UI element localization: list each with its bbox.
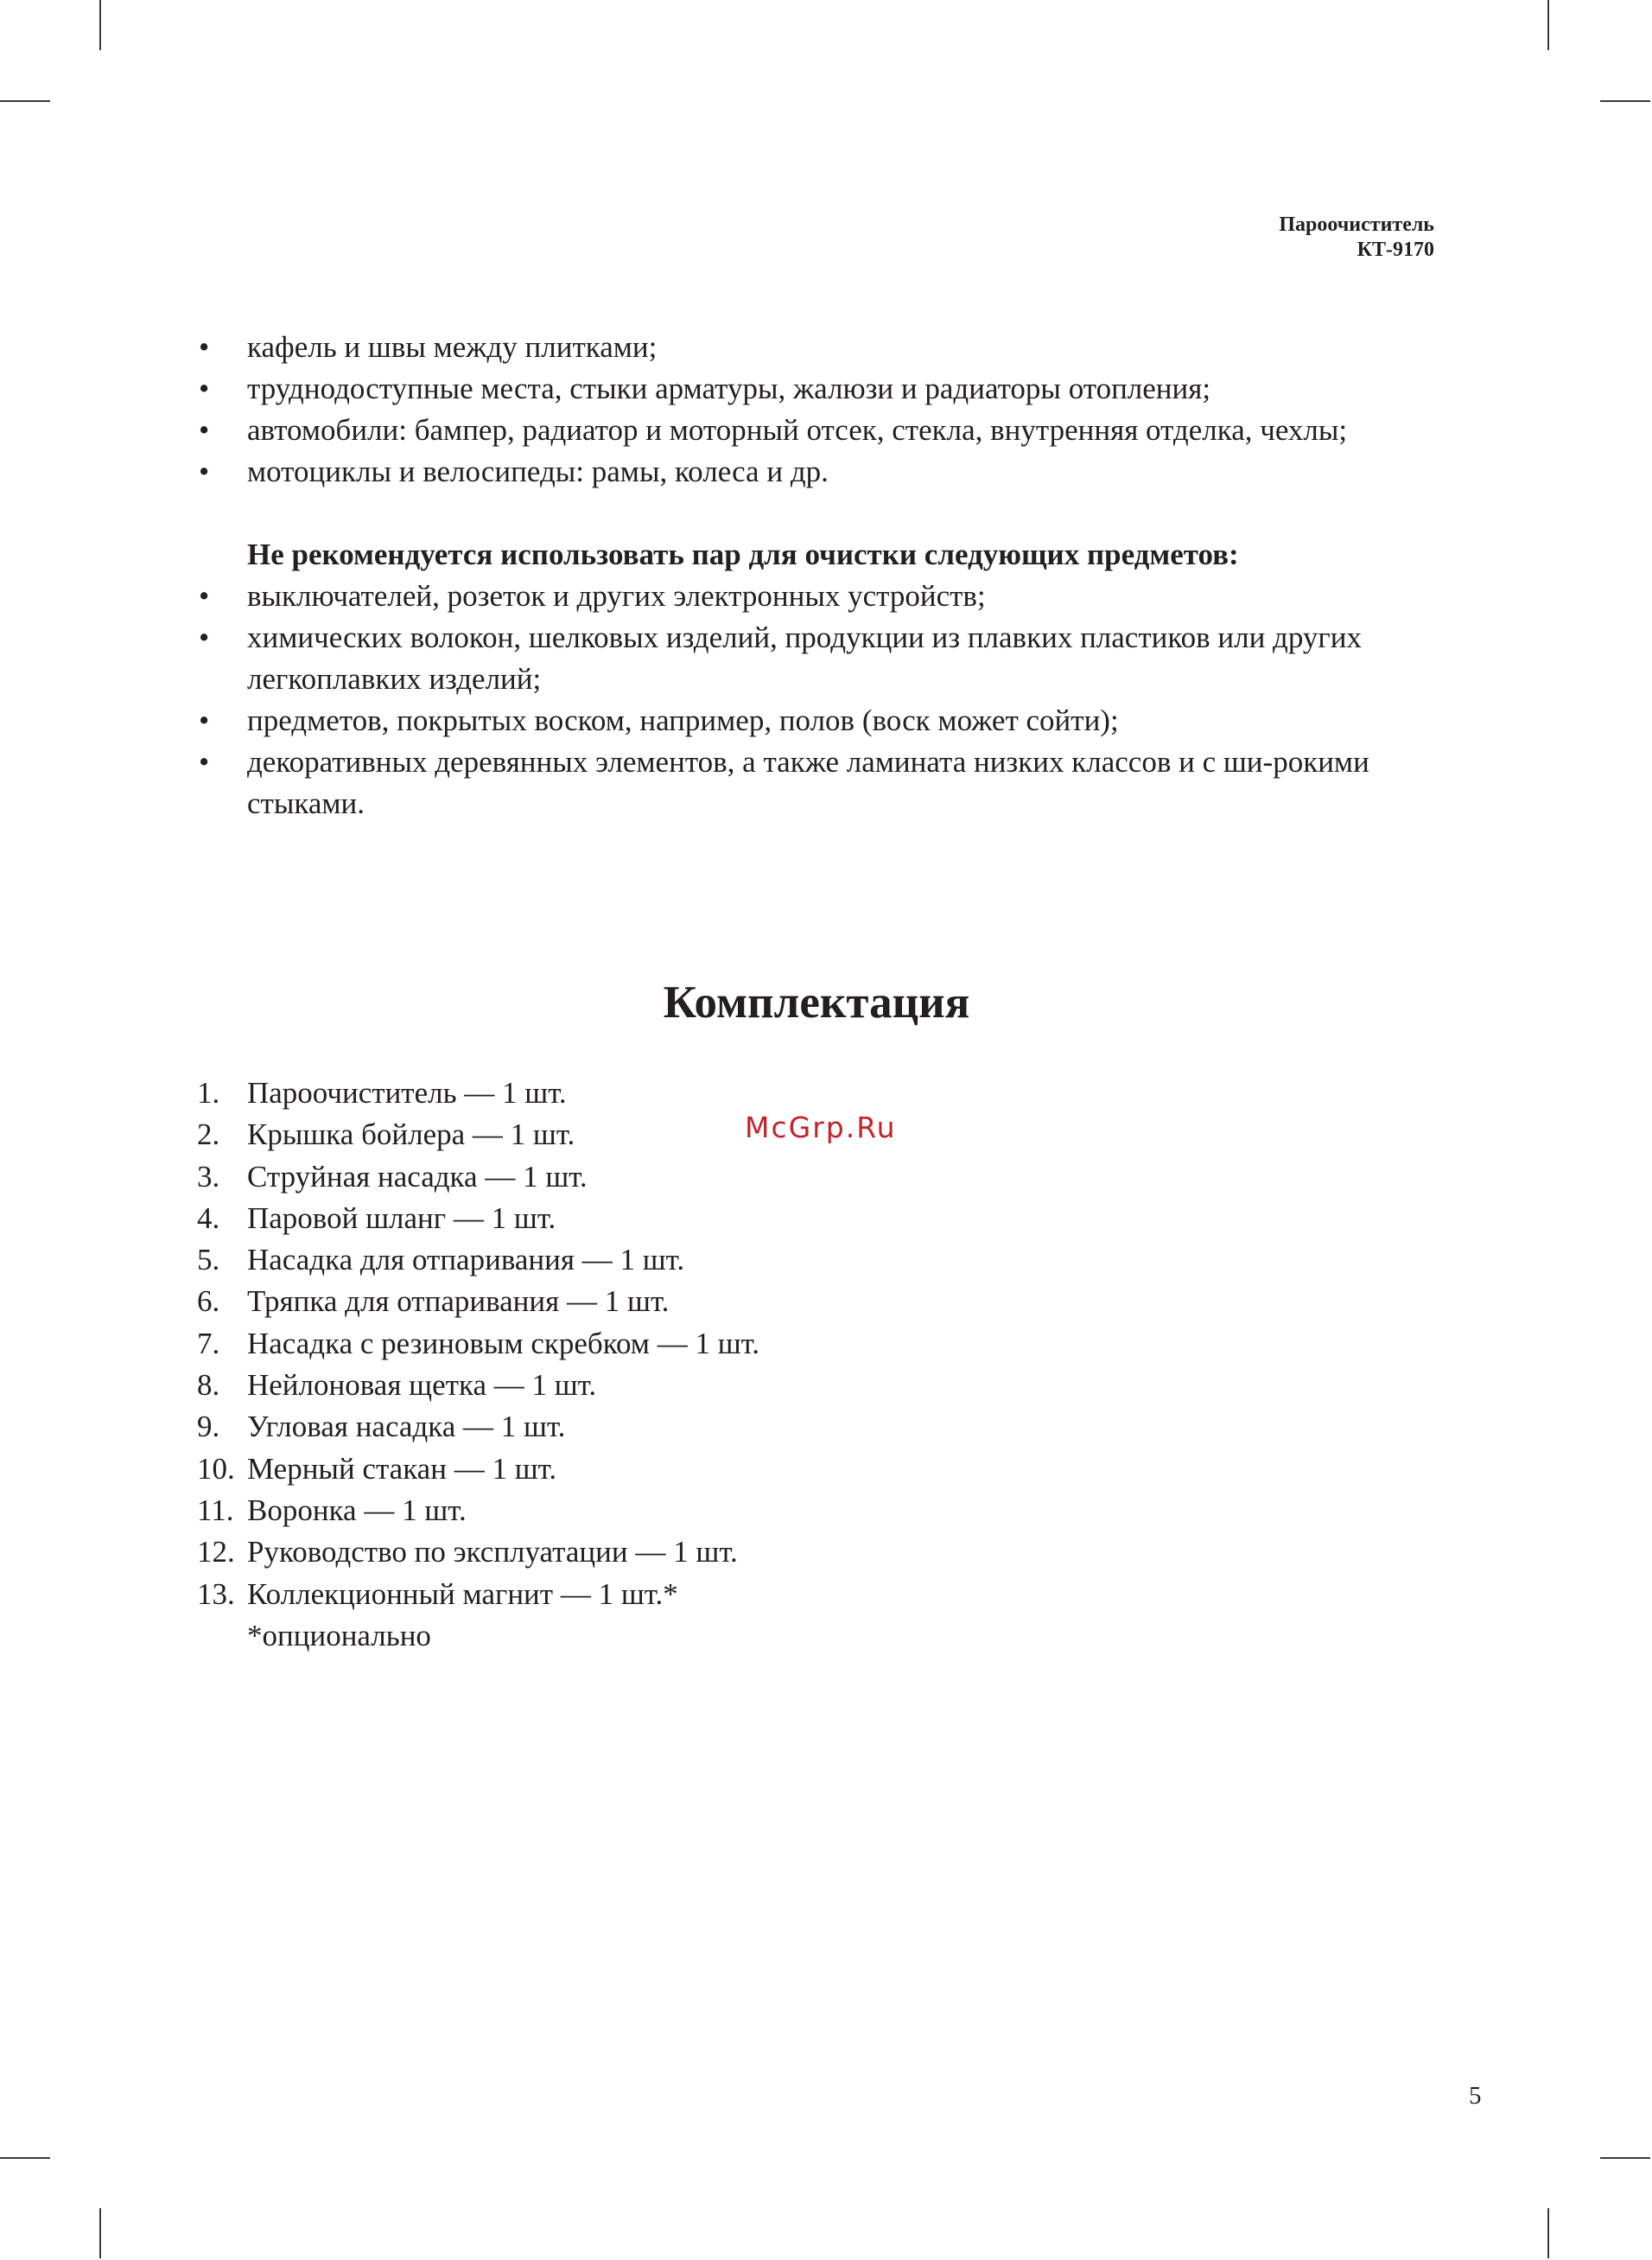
list-item: [197, 1574, 759, 1615]
running-header: [1279, 213, 1434, 263]
item-text: Струйная насадка — 1 шт.: [247, 1159, 588, 1194]
crop-mark: [1547, 0, 1549, 50]
crop-mark: [0, 100, 50, 102]
section-title: Комплектация: [663, 977, 970, 1028]
list-item: [197, 1531, 759, 1573]
crop-mark: [99, 0, 101, 50]
crop-mark: [1547, 2208, 1549, 2258]
item-number: 4.: [197, 1200, 220, 1235]
item-number: 10.: [197, 1451, 235, 1486]
not-recommended-list: [197, 576, 1441, 824]
list-item: • химических волокон, шелковых изделий, продукции из плавких пластиков или других легкоплавких изделий;: [197, 617, 1441, 700]
list-item: [197, 1281, 759, 1322]
item-text: Пароочиститель — 1 шт.: [247, 1076, 567, 1110]
item-number: 1.: [197, 1076, 220, 1110]
header-model: КТ-9170: [1357, 239, 1434, 261]
item-text: Нейлоновая щетка — 1 шт.: [247, 1368, 597, 1403]
list-item: [197, 1323, 759, 1365]
list-item: • предметов, покрытых воском, например, полов (воск может сойти);: [197, 700, 1441, 742]
item-text: Руководство по эксплуатации — 1 шт.: [247, 1535, 738, 1569]
item-number: 12.: [197, 1535, 235, 1569]
header-product: Пароочиститель: [1279, 213, 1434, 236]
list-item: • автомобили: бампер, радиатор и моторный отсек, стекла, внутренняя отделка, чехлы;: [197, 410, 1441, 451]
list-item: [197, 1365, 759, 1406]
list-item: • мотоциклы и велосипеды: рамы, колеса и др.: [197, 451, 1441, 493]
body-text: [197, 327, 1441, 824]
item-text: Угловая насадка — 1 шт.: [247, 1410, 566, 1444]
item-number: 7.: [197, 1326, 220, 1360]
item-text: Воронка — 1 шт.: [247, 1493, 467, 1527]
item-text: Тряпка для отпаривания — 1 шт.: [247, 1284, 670, 1319]
item-number: 13.: [197, 1576, 235, 1611]
not-recommended-heading: Не рекомендуется использовать пар для очистки следующих предметов:: [247, 538, 1239, 571]
list-item: • декоративных деревянных элементов, а также ламината низких классов и с ши-рокими стыками.: [197, 742, 1441, 824]
list-item: [197, 1073, 759, 1114]
contents-list: [197, 1073, 759, 1657]
item-number: 9.: [197, 1410, 220, 1444]
item-number: 2.: [197, 1117, 220, 1152]
crop-mark: [99, 2208, 101, 2258]
item-number: 5.: [197, 1243, 220, 1277]
item-text: Коллекционный магнит — 1 шт.*: [247, 1576, 678, 1611]
item-text: Паровой шланг — 1 шт.: [247, 1200, 556, 1235]
list-item: [197, 1448, 759, 1490]
crop-mark: [1600, 100, 1650, 102]
footnote: *опционально: [247, 1618, 431, 1652]
crop-mark: [1600, 2157, 1650, 2159]
item-number: 11.: [197, 1493, 234, 1527]
item-number: 3.: [197, 1159, 220, 1194]
list-item: [197, 1406, 759, 1448]
usage-list: [197, 327, 1441, 493]
item-number: 8.: [197, 1368, 220, 1403]
list-item: • труднодоступные места, стыки арматуры, жалюзи и радиаторы отопления;: [197, 368, 1441, 410]
page-number: 5: [1469, 2082, 1482, 2110]
list-item: [197, 1198, 759, 1239]
list-item: [197, 1114, 759, 1155]
list-item: • кафель и швы между плитками;: [197, 327, 1441, 368]
list-item: [197, 1490, 759, 1531]
list-item: • выключателей, розеток и других электронных устройств;: [197, 576, 1441, 617]
list-item: [197, 1156, 759, 1198]
item-number: 6.: [197, 1284, 220, 1319]
item-text: Крышка бойлера — 1 шт.: [247, 1117, 575, 1152]
list-item: [197, 1239, 759, 1281]
watermark: McGrp.Ru: [745, 1111, 897, 1144]
item-text: Мерный стакан — 1 шт.: [247, 1451, 557, 1486]
item-text: Насадка с резиновым скребком — 1 шт.: [247, 1326, 760, 1360]
item-text: Насадка для отпаривания — 1 шт.: [247, 1243, 685, 1277]
crop-mark: [0, 2157, 50, 2159]
